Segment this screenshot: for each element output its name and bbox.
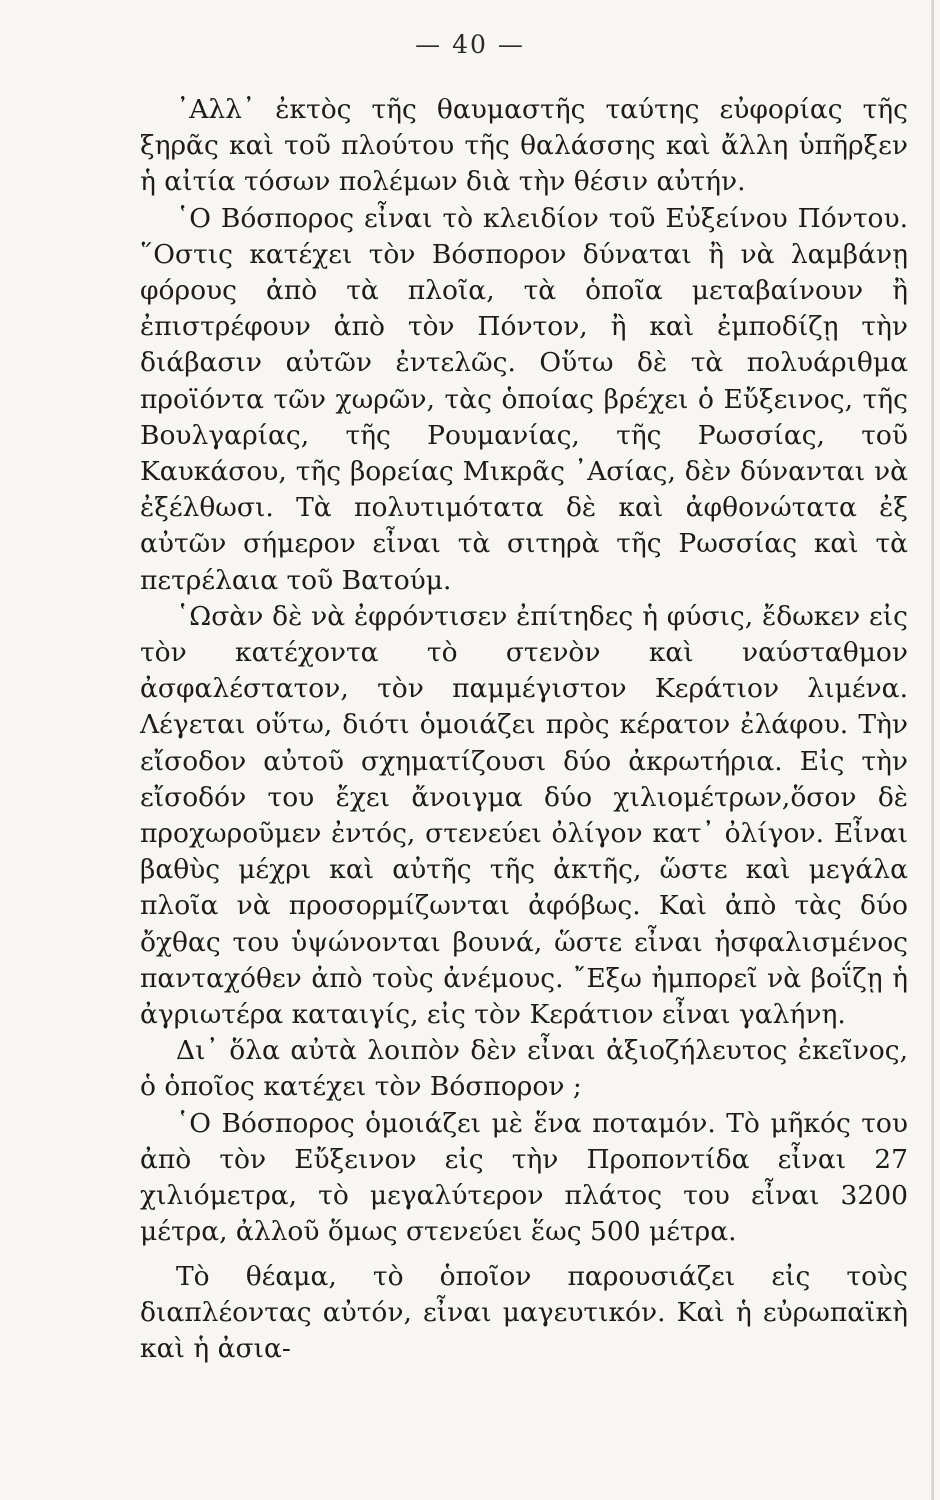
paragraph-1: ᾽Αλλ᾽ ἐκτὸς τῆς θαυμαστῆς ταύτης εὐφορίας τῆς ξηρᾶς καὶ τοῦ πλούτου τῆς θαλάσσης καὶ ἄλλη ὑπῆρξεν ἡ αἰτία τόσων πολέμων διὰ τὴν θέσιν αὐτήν. [140,94,908,198]
paragraph-4: Δι᾽ ὅλα αὐτὰ λοιπὸν δὲν εἶναι ἀξιοζήλευτος ἐκεῖνος, ὁ ὁποῖος κατέχει τὸν Βόσπορον ; [140,1035,908,1103]
page-number: — 40 — [415,30,525,59]
paragraph-6: Τὸ θέαμα, τὸ ὁποῖον παρουσιάζει εἰς τοὺς διαπλέοντας αὐτόν, εἶναι μαγευτικόν. Καὶ ἡ εὐρωπαϊκὴ καὶ ἡ ἀσια- [140,1260,908,1364]
page-edge-shadow [931,0,934,1500]
paragraph-2: ῾Ο Βόσπορος εἶναι τὸ κλειδίον τοῦ Εὐξείνου Πόντου. ῞Οστις κατέχει τὸν Βόσπορον δύναται ἢ νὰ λαμβάνῃ φόρους ἀπὸ τὰ πλοῖα, τὰ ὁποῖα μεταβαίνουν ἢ ἐπιστρέφουν ἀπὸ τὸν Πόντον, ἢ καὶ ἐμποδίζῃ τὴν διάβασιν αὐτῶν ἐντελῶς. Οὕτω δὲ τὰ πολυάριθμα προϊόντα τῶν χωρῶν, τὰς ὁποίας βρέχει ὁ Εὔξεινος, τῆς Βουλγαρίας, τῆς Ρουμανίας, τῆς Ρωσσίας, τοῦ Καυκάσου, τῆς βορείας Μικρᾶς ᾽Ασίας, δὲν δύνανται νὰ ἐξέλθωσι. Τὰ πολυτιμότατα δὲ καὶ ἀφθονώτατα ἐξ αὐτῶν σήμερον εἶναι τὰ σιτηρὰ τῆς Ρωσσίας καὶ τὰ πετρέλαια τοῦ Βατούμ. [140,202,908,596]
body-text [140,92,908,1367]
paragraph-3: ῾Ωσὰν δὲ νὰ ἐφρόντισεν ἐπίτηδες ἡ φύσις, ἔδωκεν εἰς τὸν κατέχοντα τὸ στενὸν καὶ ναύσταθμον ἀσφαλέστατον, τὸν παμμέγιστον Κεράτιον λιμένα. Λέγεται οὕτω, διότι ὁμοιάζει πρὸς κέρατον ἐλάφου. Τὴν εἴσοδον αὐτοῦ σχηματίζουσι δύο ἀκρωτήρια. Εἰς τὴν εἴσοδόν του ἔχει ἄνοιγμα δύο χιλιομέτρων,ὅσον δὲ προχωροῦμεν ἐντός, στενεύει ὀλίγον κατ᾽ ὀλίγον. Εἶναι βαθὺς μέχρι καὶ αὐτῆς τῆς ἀκτῆς, ὥστε καὶ μεγάλα πλοῖα νὰ προσορμίζωνται ἀφόβως. Καὶ ἀπὸ τὰς δύο ὄχθας του ὑψώνονται βουνά, ὥστε εἶναι ἠσφαλισμένος πανταχόθεν ἀπὸ τοὺς ἀνέμους. ῎Εξω ἠμπορεῖ νὰ βοΐζῃ ἡ ἀγριωτέρα καταιγίς, εἰς τὸν Κεράτιον εἶναι γαλήνη. [140,600,908,1031]
paragraph-5: ῾Ο Βόσπορος ὁμοιάζει μὲ ἕνα ποταμόν. Τὸ μῆκός του ἀπὸ τὸν Εὔξεινον εἰς τὴν Προποντίδα εἶναι 27 χιλιόμετρα, τὸ μεγαλύτερον πλάτος του εἶναι 3200 μέτρα, ἀλλοῦ ὅμως στενεύει ἕως 500 μέτρα. [140,1107,908,1248]
